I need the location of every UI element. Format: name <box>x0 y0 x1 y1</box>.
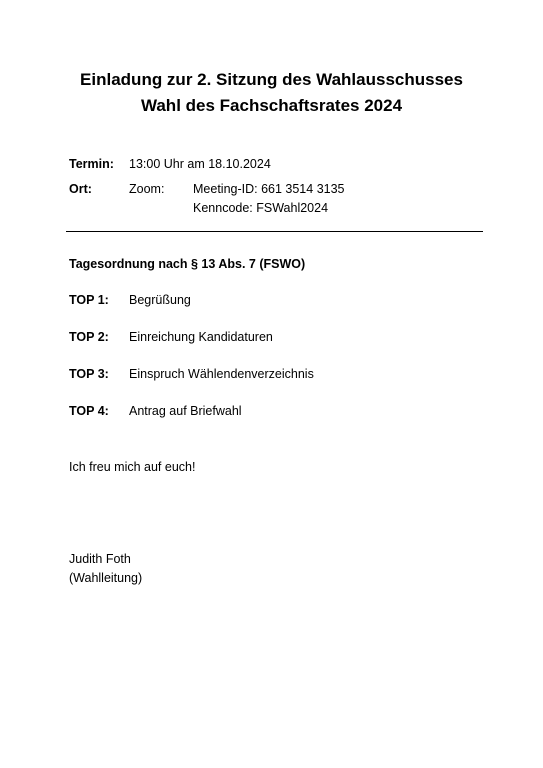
agenda-item-3-text: Einspruch Wählendenverzeichnis <box>129 367 314 381</box>
ort-type: Zoom: <box>129 182 165 196</box>
closing-message: Ich freu mich auf euch! <box>69 460 196 474</box>
termin-label: Termin: <box>69 157 114 171</box>
agenda-item-4-label: TOP 4: <box>69 404 109 418</box>
ort-label: Ort: <box>69 182 92 196</box>
meeting-id: Meeting-ID: 661 3514 3135 <box>193 182 345 196</box>
agenda-item-3-label: TOP 3: <box>69 367 109 381</box>
termin-value: 13:00 Uhr am 18.10.2024 <box>129 157 271 171</box>
document-title-line-1: Einladung zur 2. Sitzung des Wahlausschusses <box>80 70 463 89</box>
agenda-item-1-label: TOP 1: <box>69 293 109 307</box>
agenda-heading: Tagesordnung nach § 13 Abs. 7 (FSWO) <box>69 257 306 271</box>
agenda-item-2-text: Einreichung Kandidaturen <box>129 330 273 344</box>
agenda-item-4-text: Antrag auf Briefwahl <box>129 404 242 418</box>
kenncode: Kenncode: FSWahl2024 <box>193 201 329 215</box>
signature-name: Judith Foth <box>69 552 131 566</box>
separator-line <box>66 231 483 232</box>
agenda-item-2-label: TOP 2: <box>69 330 109 344</box>
signature-role: (Wahlleitung) <box>69 571 143 585</box>
agenda-item-1-text: Begrüßung <box>129 293 191 307</box>
document-title-line-2: Wahl des Fachschaftsrates 2024 <box>140 96 403 115</box>
